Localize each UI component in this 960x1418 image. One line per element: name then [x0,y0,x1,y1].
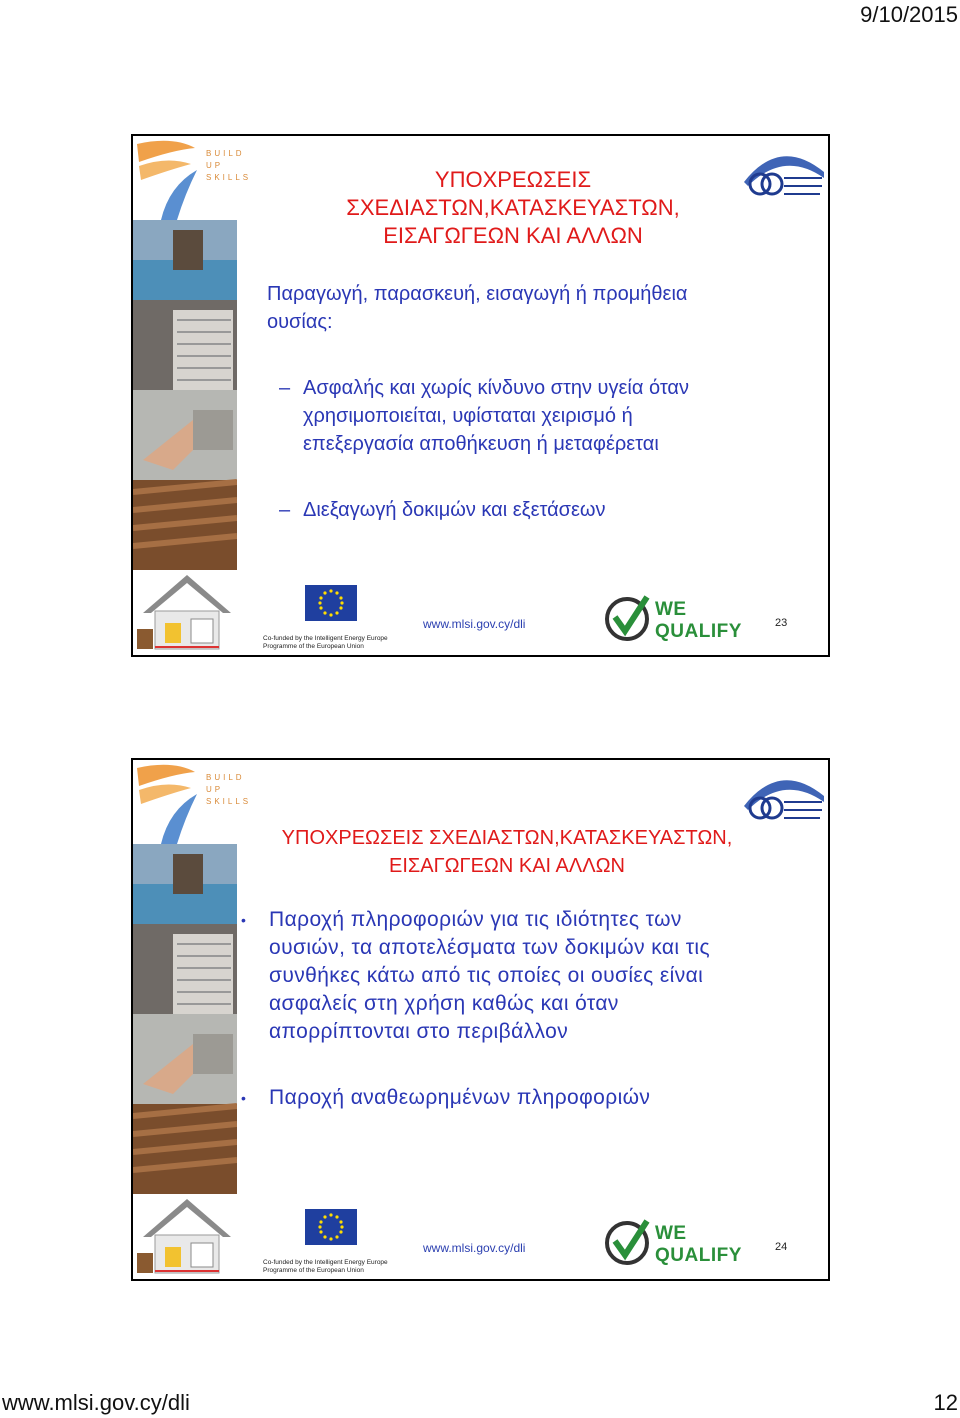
bullet-marker: • [241,912,247,928]
eu-caption-line: Co-funded by the Intelligent Energy Europe [263,1259,388,1266]
slide-23 [131,134,830,657]
slide-title [237,824,777,880]
dash-marker: – [279,377,291,399]
slide-24 [131,758,830,1281]
item-line: συνθήκες κάτω από τις οποίες οι ουσίες είναι [269,964,704,987]
eu-caption-line: Programme of the European Union [263,1267,364,1274]
intro-line: Παραγωγή, παρασκευή, εισαγωγή ή προμήθεια [267,283,688,305]
we-qualify-text [655,599,742,643]
dash-marker: – [279,499,291,521]
page-number: 12 [933,1390,958,1415]
eu-caption [263,635,403,651]
slide-url-link[interactable]: www.mlsi.gov.cy/dli [423,617,526,631]
eu-flag-icon [305,585,357,621]
intro-line: ουσίας: [267,311,333,333]
item-line: Παροχή αναθεωρημένων πληροφοριών [269,1086,651,1109]
title-line: ΕΙΣΑΓΩΓΕΩΝ ΚΑΙ ΑΛΛΩΝ [388,855,625,877]
bullet-marker: • [241,1090,247,1106]
house-logo [137,1195,237,1275]
item-line: ασφαλείς στη χρήση καθώς και όταν [269,992,619,1015]
authority-logo [740,766,826,826]
we-qualify-line: WE [655,599,687,620]
build-up-skills-logo [133,136,263,220]
eu-flag-icon [305,1209,357,1245]
build-up-skills-text: BUILD UP SKILLS [206,149,252,182]
we-qualify-line: WE [655,1223,687,1244]
item-line: Παροχή πληροφοριών για τις ιδιότητες των [269,908,682,931]
title-line: ΣΧΕΔΙΑΣΤΩΝ,ΚΑΤΑΣΚΕΥΑΣΤΩΝ, [346,195,680,220]
we-qualify-text [655,1223,742,1267]
title-line: ΥΠΟΧΡΕΩΣΕΙΣ ΣΧΕΔΙΑΣΤΩΝ,ΚΑΤΑΣΚΕΥΑΣΤΩΝ, [281,827,733,849]
footer-url-link[interactable]: www.mlsi.gov.cy/dli [2,1390,190,1415]
intro-text [267,280,687,336]
slide-url-link[interactable]: www.mlsi.gov.cy/dli [423,1241,526,1255]
item-line: επεξεργασία αποθήκευση ή μεταφέρεται [303,433,659,455]
title-line: ΕΙΣΑΓΩΓΕΩΝ ΚΑΙ ΑΛΛΩΝ [383,223,643,248]
eu-caption-line: Programme of the European Union [263,643,364,650]
title-line: ΥΠΟΧΡΕΩΣΕΙΣ [434,167,592,192]
page-date: 9/10/2015 [860,2,958,27]
we-qualify-line: QUALIFY [655,621,742,642]
eu-caption-line: Co-funded by the Intelligent Energy Europe [263,635,388,642]
item-line: Ασφαλής και χωρίς κίνδυνο στην υγεία όταν [303,377,689,399]
house-logo [137,571,237,651]
slide-title [273,166,753,250]
slide-number: 24 [775,1241,788,1253]
eu-caption [263,1259,403,1275]
item-line: απορρίπτονται στο περιβάλλον [269,1020,569,1043]
item-line: Διεξαγωγή δοκιμών και εξετάσεων [303,499,606,521]
slide-number: 23 [775,617,788,629]
we-qualify-line: QUALIFY [655,1245,742,1266]
item-line: χρησιμοποιείται, υφίσταται χειρισμό ή [303,405,633,427]
item-line: ουσιών, τα αποτελέσματα των δοκιμών και τις [269,936,710,959]
build-up-skills-text: BUILD UP SKILLS [206,773,252,806]
